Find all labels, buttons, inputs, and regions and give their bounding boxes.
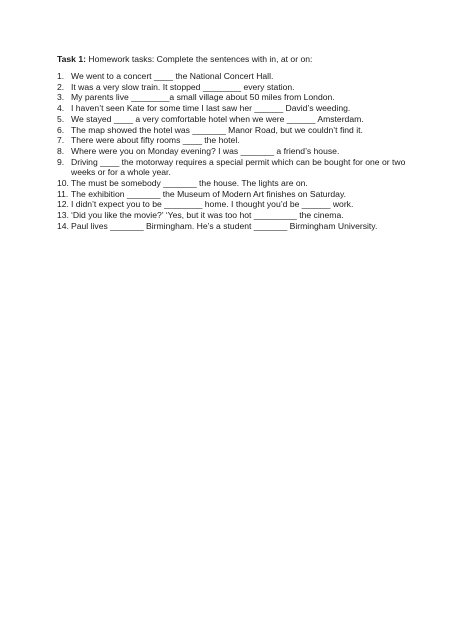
item-number: 5.: [57, 113, 65, 124]
item-number: 14.: [57, 220, 69, 231]
item-text: Paul lives _______ Birmingham. He’s a student _______ Birmingham University.: [71, 220, 378, 231]
exercise-item: [57, 221, 422, 232]
item-text: The exhibition _______ the Museum of Modern Art finishes on Saturday.: [71, 188, 347, 199]
item-number: 12.: [57, 199, 69, 210]
item-text: The map showed the hotel was _______ Manor Road, but we couldn’t find it.: [71, 124, 363, 135]
item-text: We stayed ____ a very comfortable hotel when we were ______ Amsterdam.: [71, 113, 364, 124]
item-text: Driving ____ the motorway requires a special permit which can be bought for one or two weeks or for a whole year.: [71, 156, 406, 178]
task-heading: [57, 54, 312, 65]
exercise-item: [57, 82, 422, 93]
exercise-item: [57, 114, 422, 125]
item-text: My parents live ________a small village about 50 miles from London.: [71, 92, 335, 103]
exercise-item: [57, 103, 422, 114]
exercise-list: [57, 71, 422, 232]
exercise-item: [57, 71, 422, 82]
item-number: 3.: [57, 92, 65, 103]
item-text: I didn’t expect you to be ________ home. I thought you’d be ______ work.: [71, 199, 354, 210]
item-number: 1.: [57, 71, 65, 81]
exercise-item: [57, 189, 422, 200]
exercise-item: [57, 125, 422, 136]
item-text: There were about fifty rooms ____ the hotel.: [71, 135, 240, 146]
item-text: It was a very slow train. It stopped ________ every station.: [71, 81, 295, 92]
item-number: 9.: [57, 156, 65, 167]
exercise-item: [57, 178, 422, 189]
item-number: 8.: [57, 145, 65, 156]
exercise-item: [57, 92, 422, 103]
exercise-item: [57, 157, 422, 178]
exercise-item: [57, 210, 422, 221]
exercise-item: [57, 135, 422, 146]
item-number: 4.: [57, 103, 65, 114]
item-number: 6.: [57, 124, 65, 135]
item-text: We went to a concert ____ the National Concert Hall.: [71, 71, 274, 81]
item-number: 11.: [57, 188, 69, 199]
item-number: 13.: [57, 210, 69, 221]
item-text: The must be somebody _______ the house. The lights are on.: [71, 178, 308, 189]
item-text: Where were you on Monday evening? I was _______ a friend’s house.: [71, 145, 340, 156]
task-label: Task 1:: [57, 54, 86, 64]
item-number: 7.: [57, 135, 65, 146]
exercise-item: [57, 199, 422, 210]
task-instruction: Homework tasks: Complete the sentences with in, at or on:: [85, 54, 313, 64]
item-text: ‘Did you like the movie?’ ‘Yes, but it was too hot _________ the cinema.: [71, 210, 344, 221]
item-text: I haven’t seen Kate for some time I last saw her ______ David’s weeding.: [71, 103, 351, 114]
item-number: 2.: [57, 81, 65, 92]
item-number: 10.: [57, 178, 69, 189]
exercise-item: [57, 146, 422, 157]
